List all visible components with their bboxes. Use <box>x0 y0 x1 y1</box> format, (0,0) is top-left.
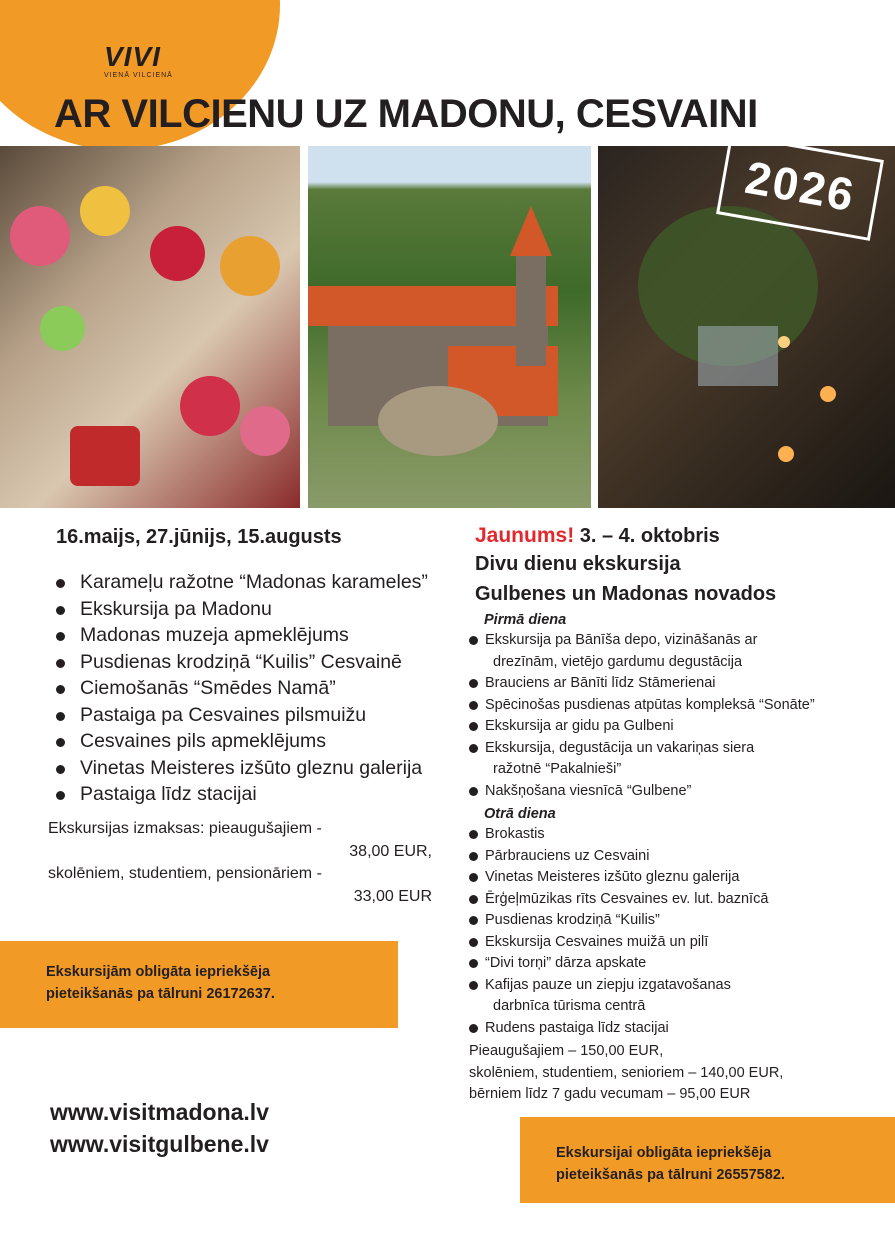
website-links <box>50 1096 269 1160</box>
window-light <box>698 326 778 386</box>
notice-text: Ekskursijai obligāta iepriekšēja <box>556 1145 772 1161</box>
notice-text: Ekskursijām obligāta iepriekšēja <box>46 964 271 980</box>
notice-text: pieteikšanās pa tālruni 26557582. <box>556 1167 785 1183</box>
item-text: Spēcinošas pusdienas atpūtas kompleksā “Sonāte” <box>485 696 815 713</box>
new-tour-heading <box>466 524 886 548</box>
item-text: “Divi torņi” dārza apskate <box>485 955 647 971</box>
item-text: Nakšņošana viesnīcā “Gulbene” <box>485 782 692 799</box>
itinerary-item <box>466 781 886 803</box>
itinerary-item <box>466 673 886 695</box>
itinerary-item: Pastaiga pa Cesvaines pilsmuižu <box>48 702 448 729</box>
day2-label: Otrā diena <box>484 806 556 822</box>
right-booking-notice <box>520 1117 895 1203</box>
itinerary-item <box>466 889 886 911</box>
itinerary-item: Madonas muzeja apmeklējums <box>48 622 448 649</box>
itinerary-item: Pusdienas krodziņā “Kuilis” Cesvainē <box>48 649 448 676</box>
item-text: Rudens pastaiga līdz stacijai <box>485 1019 669 1036</box>
vivi-logo <box>104 41 194 79</box>
itinerary-item <box>466 716 886 738</box>
itinerary-item <box>466 867 886 889</box>
day1-list <box>466 630 886 802</box>
itinerary-item <box>466 910 886 932</box>
item-text: Vinetas Meisteres izšūto gleznu galerija <box>485 869 740 885</box>
item-text: Ērģeļmūzikas rīts Cesvaines ev. lut. baznīcā <box>485 890 769 907</box>
item-continuation: ražotnē “Pakalnieši” <box>493 761 622 777</box>
tour-subtitle: Gulbenes un Madonas novados <box>475 583 777 605</box>
item-text: Kafijas pauze un ziepju izgatavošanas <box>485 976 731 993</box>
item-text: Ekskursija, degustācija un vakariņas siera <box>485 739 755 756</box>
itinerary-item <box>466 975 886 1018</box>
itinerary-item: Pastaiga līdz stacijai <box>48 781 448 808</box>
page-title: AR VILCIENU UZ MADONU, CESVAINI <box>54 92 758 136</box>
candle-light <box>778 446 794 462</box>
year-badge-text: 2026 <box>741 150 860 222</box>
right-prices <box>466 1041 886 1106</box>
price-line: skolēniem, studentiem, pensionāriem - <box>48 865 322 882</box>
tour-dates: 16.maijs, 27.jūnijs, 15.augusts <box>56 526 342 548</box>
item-text: Brokastis <box>485 826 545 842</box>
courtyard <box>378 386 498 456</box>
itinerary-item: Vinetas Meisteres izšūto gleznu galerija <box>48 755 448 782</box>
item-text: Pusdienas krodziņā “Kuilis” <box>485 912 660 928</box>
left-itinerary-list <box>48 569 448 808</box>
notice-text: pieteikšanās pa tālruni 26172637. <box>46 986 275 1002</box>
castle-tower <box>516 246 546 366</box>
price-line: skolēniem, studentiem, senioriem – 140,00 EUR, <box>469 1064 784 1081</box>
item-text: Brauciens ar Bānīti līdz Stāmerienai <box>485 675 716 691</box>
itinerary-item: Ciemošanās “Smēdes Namā” <box>48 675 448 702</box>
day1-label: Pirmā diena <box>484 612 567 628</box>
candle-light <box>778 336 790 348</box>
left-booking-notice <box>0 941 398 1028</box>
candy-shape <box>10 206 70 266</box>
item-text: Pārbrauciens uz Cesvaini <box>485 847 650 864</box>
photo-candy <box>0 146 300 508</box>
itinerary-item: Cesvaines pils apmeklējums <box>48 728 448 755</box>
candy-shape <box>150 226 205 281</box>
itinerary-item <box>466 846 886 868</box>
candy-shape <box>220 236 280 296</box>
itinerary-item <box>466 953 886 975</box>
logo-mark: VIVI <box>104 41 161 72</box>
price-line: Pieaugušajiem – 150,00 EUR, <box>469 1043 664 1059</box>
new-dates: 3. – 4. oktobris <box>579 525 720 547</box>
right-column <box>466 524 886 1106</box>
tower-roof <box>510 206 552 256</box>
itinerary-item <box>466 695 886 717</box>
itinerary-item: Karameļu ražotne “Madonas karameles” <box>48 569 448 596</box>
candy-shape <box>70 426 140 486</box>
itinerary-item <box>466 824 886 846</box>
itinerary-item: Ekskursija pa Madonu <box>48 596 448 623</box>
item-text: Ekskursija Cesvaines muižā un pilī <box>485 933 709 950</box>
item-text: Ekskursija ar gidu pa Gulbeni <box>485 718 674 734</box>
tour-subtitle: Divu dienu ekskursija <box>475 553 681 575</box>
itinerary-item <box>466 630 886 673</box>
website-link[interactable]: www.visitmadona.lv <box>50 1099 269 1125</box>
left-column <box>48 526 448 808</box>
candy-shape <box>40 306 85 351</box>
itinerary-item <box>466 738 886 781</box>
item-continuation: drezīnām, vietējo gardumu degustācija <box>493 653 743 670</box>
price-value: 33,00 EUR <box>353 887 432 905</box>
candy-shape <box>240 406 290 456</box>
price-line: Ekskursijas izmaksas: pieaugušajiem - <box>48 820 322 837</box>
price-line: bērniem līdz 7 gadu vecumam – 95,00 EUR <box>469 1086 751 1102</box>
day2-list <box>466 824 886 1039</box>
photo-cesvaine-castle <box>308 146 591 508</box>
website-link[interactable]: www.visitgulbene.lv <box>50 1131 269 1157</box>
price-value: 38,00 EUR, <box>349 842 432 860</box>
left-prices <box>48 818 438 908</box>
item-continuation: darbnīca tūrisma centrā <box>493 998 646 1014</box>
logo-subtitle: VIENĀ VILCIENĀ <box>104 72 173 79</box>
new-label: Jaunums! <box>475 524 575 547</box>
item-text: Ekskursija pa Bānīša depo, vizināšanās ar <box>485 632 758 648</box>
candle-light <box>820 386 836 402</box>
itinerary-item <box>466 1018 886 1040</box>
candy-shape <box>180 376 240 436</box>
candy-shape <box>80 186 130 236</box>
itinerary-item <box>466 932 886 954</box>
